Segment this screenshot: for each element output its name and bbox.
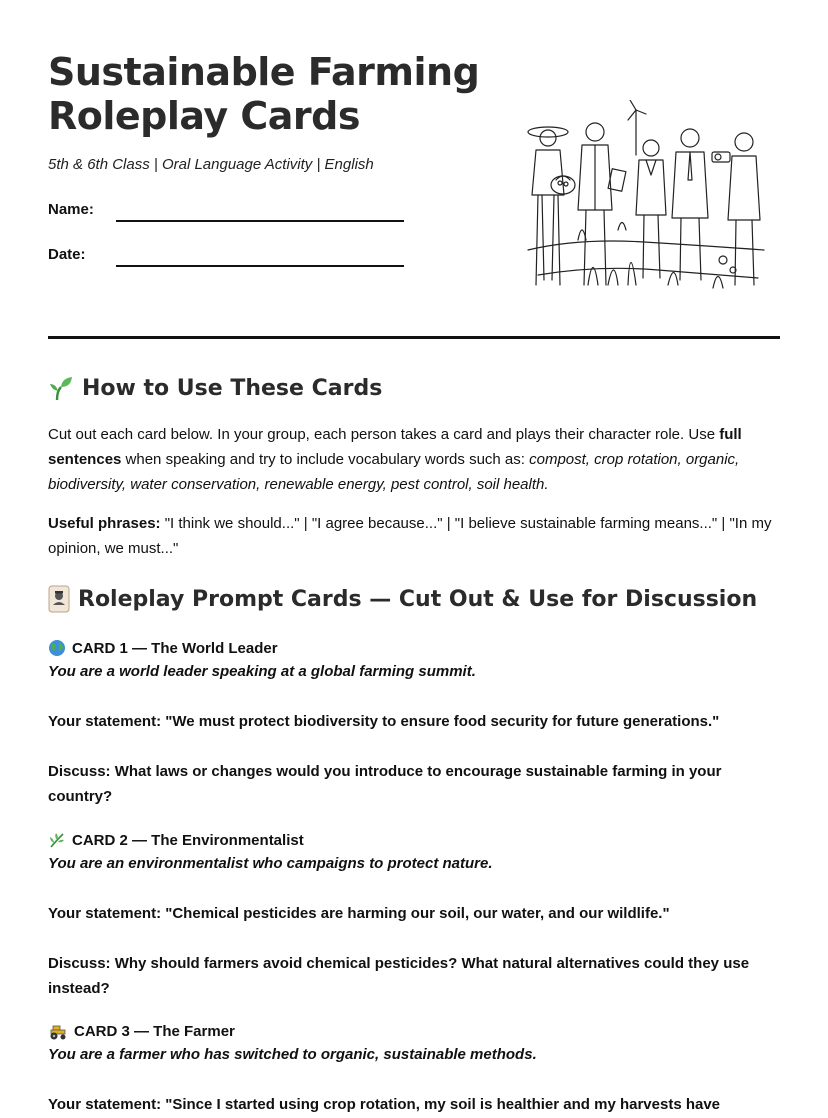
- playing-card-icon: [48, 585, 70, 613]
- card-role: You are a world leader speaking at a global farming summit.: [48, 663, 476, 680]
- official-figure: [636, 140, 666, 278]
- card-statement: Your statement: "We must protect biodiversity to ensure food security for future generations.": [48, 713, 720, 730]
- roleplay-card-2: [48, 828, 780, 1001]
- page-title: [48, 50, 479, 138]
- card-title: [48, 636, 780, 660]
- card-title: [48, 828, 780, 852]
- tractor-icon: [48, 1022, 68, 1040]
- date-write-line: [116, 265, 404, 267]
- section-divider: [48, 336, 780, 339]
- name-field: [48, 201, 94, 218]
- roleplay-card-3: [48, 1019, 780, 1117]
- seedling-icon: [48, 375, 74, 401]
- herb-icon: [48, 831, 66, 849]
- card-title-text: CARD 1 — The World Leader: [72, 639, 278, 657]
- phrases-label: Useful phrases:: [48, 515, 161, 532]
- card-title-text: CARD 2 — The Environmentalist: [72, 831, 304, 849]
- card-discuss: Discuss: What laws or changes would you introduce to encourage sustainable farming in your country?: [48, 763, 722, 805]
- farmer-figure: [528, 127, 575, 285]
- card-role: You are an environmentalist who campaigns to protect nature.: [48, 855, 493, 872]
- card-role: You are a farmer who has switched to organic, sustainable methods.: [48, 1046, 537, 1063]
- plants-icon: [578, 223, 736, 289]
- roleplay-card-1: [48, 636, 780, 809]
- cards-heading-text: Roleplay Prompt Cards — Cut Out & Use for Discussion: [78, 586, 758, 612]
- date-field: [48, 246, 86, 263]
- leader-figure: [672, 129, 708, 280]
- intro-text-b: when speaking and try to include vocabulary words such as:: [121, 451, 530, 468]
- date-label: Date:: [48, 246, 86, 263]
- vocab-list: compost, crop rotation, organic, biodiversity, water conservation, renewable energy, pest control, soil health.: [48, 451, 740, 493]
- advisor-figure: [578, 123, 626, 285]
- useful-phrases: [48, 511, 780, 561]
- card-statement: Your statement: "Chemical pesticides are harming our soil, our water, and our wildlife.": [48, 905, 670, 922]
- intro-paragraph: [48, 422, 780, 497]
- title-line-1: Sustainable Farming: [48, 50, 480, 94]
- page-subtitle: 5th & 6th Class | Oral Language Activity | English: [48, 156, 374, 173]
- intro-bold: full sentences: [48, 426, 742, 468]
- name-label: Name:: [48, 201, 94, 218]
- farmers-illustration: [518, 100, 770, 300]
- card-title: [48, 1019, 780, 1043]
- name-write-line: [116, 220, 404, 222]
- how-to-heading-text: How to Use These Cards: [82, 375, 383, 401]
- title-line-2: Roleplay Cards: [48, 94, 360, 138]
- card-discuss: Discuss: Why should farmers avoid chemical pesticides? What natural alternatives could they use instead?: [48, 955, 750, 997]
- cards-heading: [48, 585, 757, 613]
- how-to-heading: [48, 375, 382, 401]
- card-title-text: CARD 3 — The Farmer: [74, 1022, 235, 1040]
- phrases-text: "I think we should..." | "I agree because..." | "I believe sustainable farming means..." | "In my opinion, we must...": [48, 515, 772, 557]
- intro-text-a: Cut out each card below. In your group, each person takes a card and plays their character role. Use: [48, 426, 720, 443]
- globe-icon: [48, 639, 66, 657]
- card-statement: Your statement: "Since I started using crop rotation, my soil is healthier and my harvests have: [48, 1096, 721, 1113]
